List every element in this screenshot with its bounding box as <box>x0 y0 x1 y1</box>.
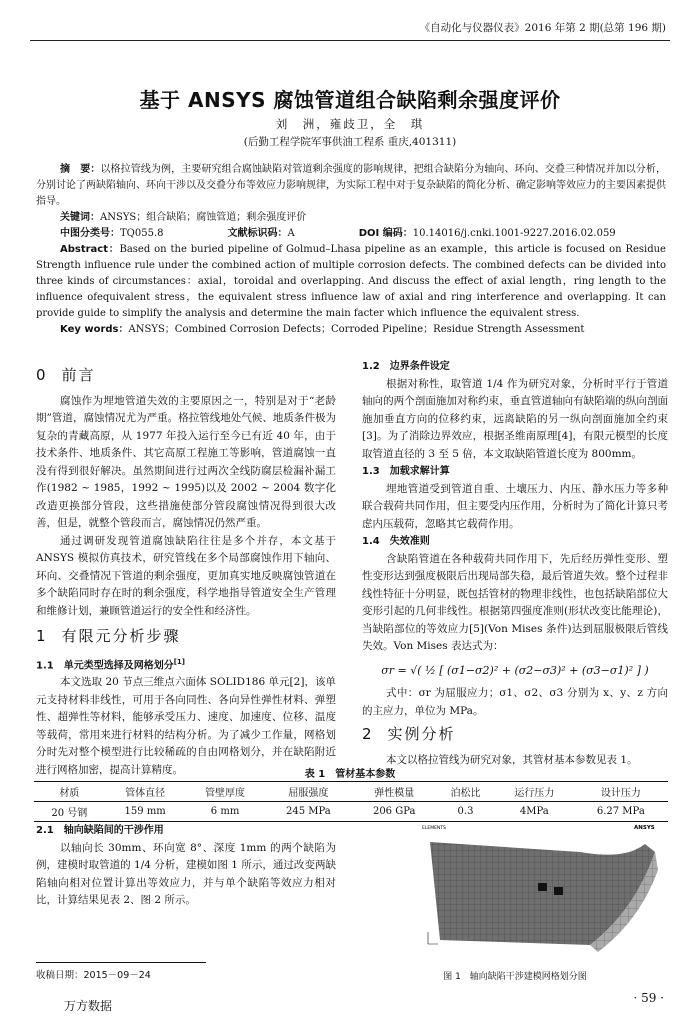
section-1-title: 有限元分析步骤 <box>61 627 181 645</box>
received-date: 收稿日期：2015－09－24 <box>36 970 151 981</box>
section-2-heading <box>362 726 668 744</box>
ref-1: [1] <box>173 657 185 666</box>
table-cell: 6.27 MPa <box>574 802 668 822</box>
section-0-heading <box>36 367 336 385</box>
keywords-cn <box>36 210 666 226</box>
table-1 <box>34 781 668 822</box>
keywords-en-text: ANSYS；Combined Corrosion Defects；Corroded Pipeline；Residue Strength Assessment <box>128 324 585 335</box>
table-header-cell: 泊松比 <box>436 782 495 802</box>
footnote-rule <box>36 962 206 963</box>
abstract-en <box>36 242 666 322</box>
defect-2 <box>554 887 563 895</box>
figure-1-caption: 图 1 轴向缺陷干涉建模网格划分图 <box>443 972 587 982</box>
table-cell: 245 MPa <box>264 802 352 822</box>
doc-label: 文献标识码： <box>227 228 288 239</box>
formula-note: 式中：σr 为屈服应力；σ1、σ2、σ3 分别为 x、y、z 方向的主应力，单位为 MPa。 <box>362 687 668 717</box>
subsection-1-4-heading: 1.4 失效准则 <box>362 536 430 547</box>
journal-header: 《自动化与仪器仪表》2016 年第 2 期(总第 196 期) <box>419 22 666 34</box>
table-1-title: 表 1 管材基本参数 <box>304 769 396 780</box>
figure-label-elements: ELEMENTS <box>422 826 446 831</box>
table-header-row <box>34 782 668 802</box>
table-header-cell: 屈服强度 <box>264 782 352 802</box>
subsection-2-1-text: 以轴向长 30mm、环向宽 8°、深度 1mm 的两个缺陷为例，建模时取管道的 1/4 分析，建模如图 1 所示，通过改变两缺陷轴向相对位置计算出等效应力，并与单个缺陷等效应力相对比，计算结果见表 2、图 2 所示。 <box>36 841 336 906</box>
subsection-1-1-text: 本文选取 20 节点三维点六面体 SOLID186 单元[2]，该单元支持材料非线性，可用于各向同性、各向异性弹性材料、弹塑性、超弹性等材料，能够承受压力、速度、加速度、位移、温度等载荷，常用来进行材料的结构分析。为了减少工作量，网格划分时先对整个模型进行比较稀疏的自由网格划分，并在缺陷附近进行网格加密，提高计算精度。 <box>36 676 336 776</box>
subsection-1-2-text: 根据对称性，取管道 1/4 作为研究对象，分析时平行于管道轴向的两个剖面施加对称约束，垂直管道轴向有缺陷端的纵向剖面施加垂直方向的位移约束，远离缺陷的另一纵向剖面施加全约束[3]。为了消除边界效应，根据圣维南原理[4]，有限元模型的长度取管道直径的 3 至 5 倍，本文取缺陷管道长度为 800mm。 <box>362 377 668 460</box>
section-2-number: 2 <box>362 725 374 743</box>
table-cell: 6 mm <box>186 802 265 822</box>
subsection-1-3-text: 埋地管道受到管道自重、土壤压力、内压、静水压力等多种联合载荷共同作用，但主要受内压作用，分析时为了简化计算只考虑内压载荷，忽略其它载荷作用。 <box>362 482 668 530</box>
doi <box>335 226 616 242</box>
defect-1 <box>538 883 547 891</box>
clc <box>36 226 164 242</box>
subsection-1-3-heading: 1.3 加载求解计算 <box>362 466 450 477</box>
section-1-heading <box>36 628 336 646</box>
table-cell: 4MPa <box>495 802 574 822</box>
keywords-cn-text: ANSYS；组合缺陷；腐蚀管道；剩余强度评价 <box>100 212 307 223</box>
section-0-para-2: 通过调研发现管道腐蚀缺陷往往是多个并存，本文基于 ANSYS 模拟仿真技术，研究管线在多个局部腐蚀作用下轴向、环向、交叠情况下管道的剩余强度，更加真实地反映腐蚀管道在多个缺陷同时存在时的剩余强度，科学地指导管道安全生产管理和维修计划，兼顾管道运行的安全性和经济性。 <box>36 534 336 617</box>
classification-line <box>36 226 666 242</box>
subsection-1-2-heading: 1.2 边界条件设定 <box>362 361 450 372</box>
header-rule <box>30 40 670 41</box>
table-cell: 159 mm <box>105 802 186 822</box>
section-0-para-1: 腐蚀作为埋地管道失效的主要原因之一，特别是对于“老龄期”管道，腐蚀情况尤为严重。格拉管线地处气候、地质条件极为复杂的青藏高原，从 1977 年投入运行至今已有近 40 年，由于技术条件、地质条件、其它高原工程施工等影响，管道腐蚀一直没有得到很好解决。虽然期间进行过两次全线防腐层检漏补漏工作(1982 ~ 1985，1992 ~ 1995)以及 2002 ~ 2004 数字化改造更换部分管段，这些措施使部分管段腐蚀情况得到很大改善，但是，就整个管段而言，腐蚀情况仍然严重。 <box>36 394 336 529</box>
abstract-cn <box>36 162 666 210</box>
affiliation: (后勤工程学院军事供油工程系 重庆,401311) <box>243 136 457 148</box>
subsection-2-1-heading: 2.1 轴向缺陷间的干涉作用 <box>36 825 164 836</box>
subsection-2-1 <box>36 822 336 910</box>
abstract-en-text: Based on the buried pipeline of Golmud–Lhasa pipeline as an example，this article is focused on Residue Strength influence rule under the combined action of multiple corrosion defects. The combined defects can be divided into three kinds of circumstances：axial，toroidal and overlapping. And discuss the effect of axial length，ring length to the influence ofequivalent stress，the equivalent stress influence law of axial and ring interference and overlapping. It can provide guide to simplify the analysis and determine the main facter which influence the equivalent stress. <box>36 244 666 319</box>
figure-1-mesh <box>420 820 660 960</box>
keywords-cn-label: 关键词： <box>60 212 100 223</box>
keywords-en <box>36 322 666 338</box>
abstract-en-label: Abstract： <box>60 244 120 255</box>
axis-triad <box>428 932 438 944</box>
doi-label: DOI 编码： <box>358 228 413 239</box>
doi-value[interactable]: 10.14016/j.cnki.1001-9227.2016.02.059 <box>412 228 616 239</box>
abstract-block <box>36 162 666 338</box>
doc-value: A <box>287 228 295 239</box>
page-number: · 59 · <box>633 991 664 1005</box>
left-column <box>36 363 336 779</box>
table-header-cell: 弹性模量 <box>352 782 436 802</box>
authors: 刘 洲，雍歧卫，全 琪 <box>275 117 425 131</box>
table-header-cell: 材质 <box>34 782 105 802</box>
table-row <box>34 802 668 822</box>
section-2-title: 实例分析 <box>387 725 456 743</box>
table-header-cell: 管壁厚度 <box>186 782 265 802</box>
von-mises-formula: σr = √( ½ [ (σ1−σ2)² + (σ2−σ3)² + (σ3−σ1)² ] ) <box>381 663 649 677</box>
section-2-intro: 本文以格拉管线为研究对象，其管材基本参数见表 1。 <box>386 753 638 766</box>
keywords-en-label: Key words： <box>60 324 129 335</box>
clc-label: 中图分类号： <box>60 228 120 239</box>
clc-value: TQ055.8 <box>120 228 164 239</box>
section-0-title: 前言 <box>61 366 96 384</box>
table-header-cell: 运行压力 <box>495 782 574 802</box>
subsection-1-1-title: 1.1 单元类型选择及网格划分 <box>36 659 174 671</box>
paper-title: 基于 ANSYS 腐蚀管道组合缺陷剩余强度评价 <box>139 88 561 112</box>
abstract-cn-label: 摘 要： <box>60 164 101 175</box>
doc-code <box>204 226 295 242</box>
table-cell: 0.3 <box>436 802 495 822</box>
wanfang-watermark: 万方数据 <box>64 999 113 1013</box>
right-column <box>362 358 668 769</box>
section-0-number: 0 <box>36 366 48 384</box>
table-cell: 20 号钢 <box>34 802 105 822</box>
table-header-cell: 设计压力 <box>574 782 668 802</box>
table-cell: 206 GPa <box>352 802 436 822</box>
abstract-cn-text: 以格拉管线为例，主要研究组合腐蚀缺陷对管道剩余强度的影响规律，把组合缺陷分为轴向、环向、交叠三种情况并加以分析，分别讨论了两缺陷轴向、环向干涉以及交叠分布等效应力影响规律，为实际工程中对于复杂缺陷的简化分析、确定影响等效应力的主要因素提供指导。 <box>36 164 667 207</box>
subsection-1-4-text: 含缺陷管道在各种载荷共同作用下，先后经历弹性变形、塑性变形达到强度极限后出现局部失稳，最后管道失效。整个过程非线性特征十分明显，既包括管材的物理非线性，也包括缺陷部位大变形引起的几何非线性。根据第四强度准则(形状改变比能理论)，当缺陷部位的等效应力[5](Von Mises 条件)达到屈服极限后管线失效。Von Mises 表达式为： <box>362 552 668 652</box>
table-header-cell: 管体直径 <box>105 782 186 802</box>
section-1-number: 1 <box>36 627 48 645</box>
subsection-1-1-heading <box>36 654 336 675</box>
figure-label-ansys: ANSYS <box>634 825 655 831</box>
